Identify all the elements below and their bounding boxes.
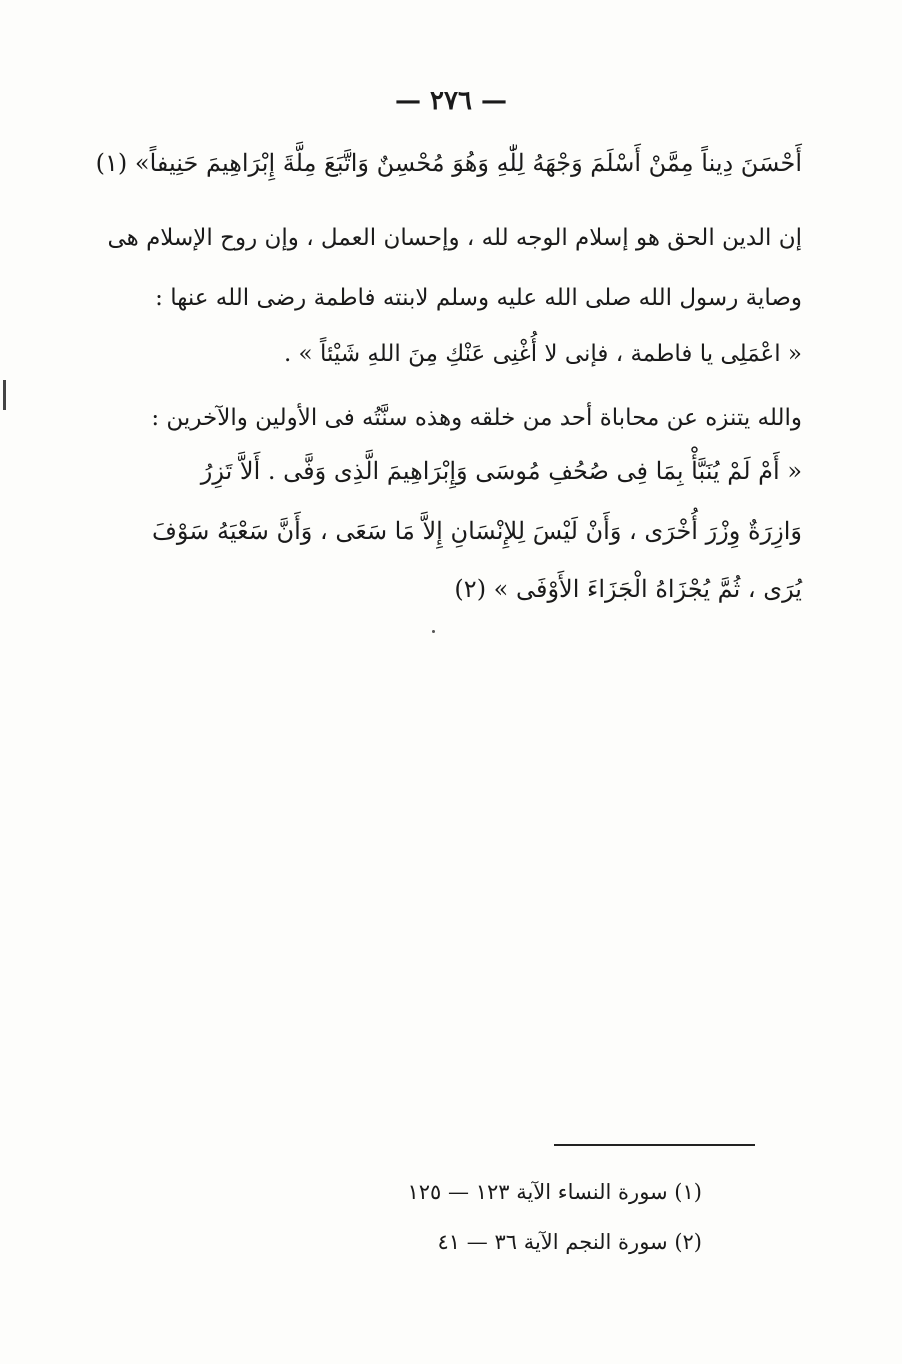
footnote: (١) سورة النساء الآية ١٢٣ — ١٢٥ — [407, 1180, 702, 1204]
footnote-divider — [554, 1144, 755, 1146]
quran-verse-line: وَازِرَةٌ وِزْرَ أُخْرَى ، وَأَنْ لَيْسَ لِلإِنْسَانِ إِلاَّ مَا سَعَى ، وَأَنَّ سَعْيَهُ سَوْفَ — [152, 517, 802, 545]
scan-speck — [432, 630, 435, 633]
quran-verse-line: يُرَى ، ثُمَّ يُجْزَاهُ الْجَزَاءَ الأَوْفَى » (٢) — [454, 575, 802, 603]
paragraph-line: والله يتنزه عن محاباة أحد من خلقه وهذه سنَّتُه فى الأولين والآخرين : — [151, 405, 802, 431]
paragraph-line: وصاية رسول الله صلى الله عليه وسلم لابنته فاطمة رضى الله عنها : — [155, 285, 802, 311]
footnote: (٢) سورة النجم الآية ٣٦ — ٤١ — [437, 1230, 702, 1254]
paragraph-line: إن الدين الحق هو إسلام الوجه لله ، وإحسان العمل ، وإن روح الإسلام هى — [107, 225, 802, 251]
hadith-quote-line: « اعْمَلِى يا فاطمة ، فإنى لا أُغْنِى عَنْكِ مِنَ اللهِ شَيْئاً » . — [283, 341, 802, 367]
quran-verse-line: أَحْسَنَ دِيناً مِمَّنْ أَسْلَمَ وَجْهَهُ لِلّٰهِ وَهُوَ مُحْسِنٌ وَاتَّبَعَ مِلَّةَ إِبْرَاهِيمَ حَنِيفاً» (١) — [95, 149, 802, 177]
quran-verse-line: « أَمْ لَمْ يُنَبَّأْ بِمَا فِى صُحُفِ مُوسَى وَإِبْرَاهِيمَ الَّذِى وَفَّى . أَلاَّ تَزِرُ — [200, 457, 802, 485]
page-number: — ٢٧٦ — — [394, 86, 508, 116]
scan-edge-mark — [3, 380, 6, 410]
